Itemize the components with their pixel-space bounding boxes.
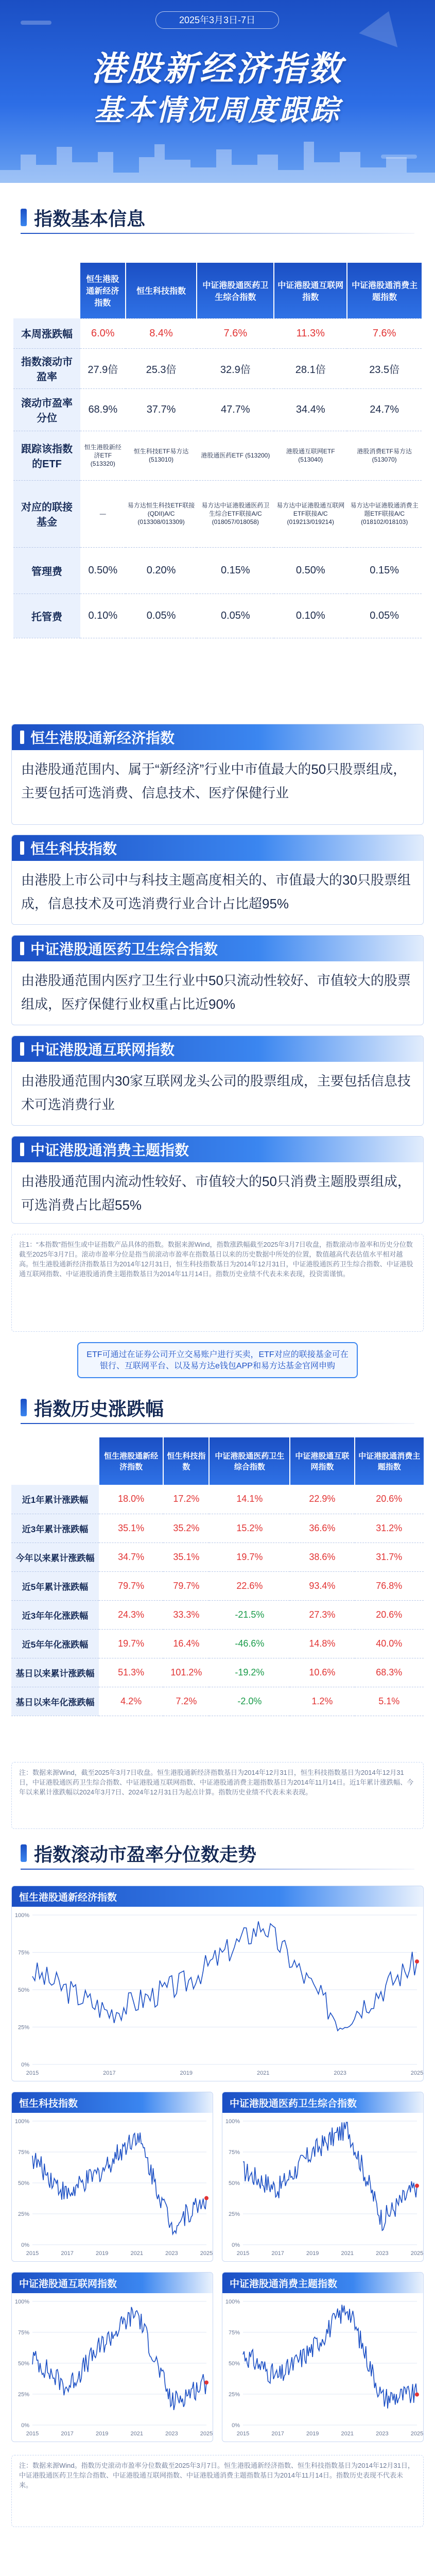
return-cell: 76.8%: [355, 1571, 424, 1600]
row-label: 近5年累计涨跌幅: [11, 1571, 99, 1600]
x-tick-label: 2015: [236, 2431, 250, 2437]
x-tick-label: 2025: [200, 2250, 213, 2257]
return-cell: 93.4%: [290, 1571, 354, 1600]
pe-percentile-cell: 37.7%: [126, 388, 197, 431]
pe-chart-svg: [222, 2113, 424, 2262]
section-title-text: 指数历史涨跌幅: [34, 1398, 164, 1419]
etf-cell: 港股通互联网ETF (513040): [274, 431, 347, 480]
return-cell: 20.6%: [355, 1485, 424, 1514]
section-underline: [21, 1423, 414, 1424]
chart-title: 中证港股通互联网指数: [12, 2273, 213, 2293]
x-tick-label: 2021: [256, 2070, 270, 2076]
x-tick-label: 2023: [376, 2431, 389, 2437]
return-cell: 31.2%: [355, 1514, 424, 1543]
return-cell: 68.3%: [355, 1658, 424, 1687]
card-title: 恒生科技指数: [30, 841, 117, 857]
return-cell: 34.7%: [99, 1543, 163, 1571]
latest-point: [204, 2196, 208, 2200]
index-card: [11, 935, 424, 1025]
return-cell: 22.9%: [290, 1485, 354, 1514]
linked-fund-cell: —: [80, 480, 126, 547]
y-tick-label: 100%: [225, 2299, 240, 2305]
return-cell: -21.5%: [209, 1600, 290, 1629]
pe-percentile-cell: 24.7%: [347, 388, 422, 431]
table-row: [13, 480, 422, 547]
basic-info-section: [0, 201, 435, 737]
x-tick-label: 2019: [306, 2431, 319, 2437]
table-row: [11, 1571, 424, 1600]
return-cell: 79.7%: [163, 1571, 209, 1600]
custody-fee-cell: 0.10%: [274, 594, 347, 638]
x-tick-label: 2023: [334, 2070, 346, 2076]
card-header: [12, 1036, 423, 1062]
x-tick-label: 2019: [306, 2250, 319, 2257]
return-cell: 31.7%: [355, 1543, 424, 1571]
basic-info-title: [0, 201, 435, 234]
table-row: [13, 594, 422, 638]
y-tick-label: 25%: [18, 2024, 29, 2031]
x-tick-label: 2015: [26, 2431, 39, 2437]
return-cell: 19.7%: [99, 1629, 163, 1658]
column-header: 中证港股通消费主题指数: [355, 1437, 424, 1485]
row-label: 跟踪该指数的ETF: [13, 431, 80, 480]
latest-point: [415, 2393, 419, 2397]
card-header: [12, 835, 423, 861]
pe-chart-svg: [12, 2113, 213, 2262]
card-header: [12, 936, 423, 961]
chart-title: 恒生科技指数: [12, 2092, 213, 2113]
card-marker-icon: [20, 1143, 24, 1156]
table-row: [13, 348, 422, 388]
return-cell: 20.6%: [355, 1600, 424, 1629]
x-tick-label: 2025: [410, 2431, 424, 2437]
x-tick-label: 2015: [26, 2070, 39, 2076]
y-tick-label: 75%: [18, 2330, 29, 2336]
basic-info-table: [13, 263, 422, 638]
y-tick-label: 25%: [18, 2211, 29, 2217]
row-label: 近3年累计涨跌幅: [11, 1514, 99, 1543]
y-tick-label: 50%: [18, 2180, 29, 2187]
x-tick-label: 2015: [236, 2250, 250, 2257]
etf-cell: 港股通医药ETF (513200): [197, 431, 274, 480]
table-row: [11, 1629, 424, 1658]
x-tick-label: 2025: [410, 2250, 424, 2257]
return-cell: 36.6%: [290, 1514, 354, 1543]
return-cell: 15.2%: [209, 1514, 290, 1543]
pe-chart-0: [11, 1886, 424, 2081]
latest-point: [415, 1959, 419, 1963]
return-cell: -46.6%: [209, 1629, 290, 1658]
x-tick-label: 2021: [341, 2431, 354, 2437]
y-tick-label: 25%: [18, 2392, 29, 2398]
row-label: 近3年年化涨跌幅: [11, 1600, 99, 1629]
y-tick-label: 0%: [21, 2242, 29, 2248]
row-label: 管理费: [13, 547, 80, 594]
date-range: 2025年3月3日-7日: [155, 11, 279, 29]
x-tick-label: 2017: [61, 2250, 74, 2257]
return-cell: 5.1%: [355, 1687, 424, 1716]
return-cell: 40.0%: [355, 1629, 424, 1658]
pe-cell: 25.3倍: [126, 348, 197, 388]
table-row: [11, 1543, 424, 1571]
y-tick-label: 50%: [228, 2361, 240, 2367]
weekly-return-cell: 11.3%: [274, 318, 347, 348]
x-tick-label: 2025: [200, 2431, 213, 2437]
column-header: 中证港股通互联网指数: [274, 263, 347, 318]
y-tick-label: 25%: [228, 2392, 240, 2398]
x-tick-label: 2019: [95, 2431, 109, 2437]
row-label: 托管费: [13, 594, 80, 638]
return-cell: 18.0%: [99, 1485, 163, 1514]
pe-cell: 28.1倍: [274, 348, 347, 388]
pe-chart-3: [11, 2272, 213, 2442]
latest-point: [204, 2380, 208, 2384]
chart-title: 中证港股通消费主题指数: [222, 2273, 423, 2293]
card-body: 由港股上市公司中与科技主题高度相关的、市值最大的30只股票组成，信息技术及可选消费行业合计占比超95%: [21, 872, 411, 911]
return-cell: 35.1%: [99, 1514, 163, 1543]
pe-chart-section: [0, 1837, 435, 1878]
x-tick-label: 2023: [165, 2431, 178, 2437]
management-fee-cell: 0.50%: [80, 547, 126, 594]
etf-cell: 港股消费ETF易方达 (513070): [347, 431, 422, 480]
column-header: 中证港股通消费主题指数: [347, 263, 422, 318]
return-cell: 22.6%: [209, 1571, 290, 1600]
y-tick-label: 50%: [18, 1987, 29, 1993]
card-header: [12, 1137, 423, 1162]
return-cell: 14.1%: [209, 1485, 290, 1514]
column-header: 恒生港股通新经济指数: [80, 263, 126, 318]
return-cell: 101.2%: [163, 1658, 209, 1687]
linked-fund-cell: 易方达中证港股通互联网ETF联接A/C (019213/019214): [274, 480, 347, 547]
section-marker-icon: [21, 209, 27, 226]
x-tick-label: 2019: [95, 2250, 109, 2257]
table-row: [13, 431, 422, 480]
custody-fee-cell: 0.10%: [80, 594, 126, 638]
x-tick-label: 2017: [271, 2431, 284, 2437]
x-tick-label: 2021: [130, 2250, 144, 2257]
pe-chart-svg: [12, 2293, 213, 2442]
row-label: 近5年年化涨跌幅: [11, 1629, 99, 1658]
y-tick-label: 75%: [228, 2330, 240, 2336]
management-fee-cell: 0.20%: [126, 547, 197, 594]
return-cell: 79.7%: [99, 1571, 163, 1600]
weekly-return-cell: 7.6%: [347, 318, 422, 348]
page-subtitle: 基本情况周度跟踪: [94, 94, 341, 126]
row-label: 近1年累计涨跌幅: [11, 1485, 99, 1514]
pe-cell: 27.9倍: [80, 348, 126, 388]
pe-chart-svg: [12, 1907, 424, 2081]
y-tick-label: 0%: [232, 2242, 240, 2248]
table-row: [13, 388, 422, 431]
index-card: [11, 1136, 424, 1224]
column-header: 中证港股通互联网指数: [290, 1437, 354, 1485]
index-card: [11, 1036, 424, 1126]
return-cell: 24.3%: [99, 1600, 163, 1629]
y-tick-label: 25%: [228, 2211, 240, 2217]
history-section: [0, 1391, 435, 1432]
management-fee-cell: 0.50%: [274, 547, 347, 594]
card-title: 中证港股通医药卫生综合指数: [30, 941, 218, 957]
y-tick-label: 75%: [18, 2149, 29, 2156]
y-tick-label: 75%: [18, 1950, 29, 1956]
card-body: 由港股通范围内、属于“新经济”行业中市值最大的50只股票组成，主要包括可选消费、信息技术、医疗保健行业: [21, 761, 407, 801]
return-cell: 4.2%: [99, 1687, 163, 1716]
y-tick-label: 50%: [228, 2180, 240, 2187]
pe-percentile-line: [32, 2307, 206, 2410]
table-row: [13, 547, 422, 594]
card-marker-icon: [20, 1042, 24, 1056]
custody-fee-cell: 0.05%: [197, 594, 274, 638]
x-tick-label: 2017: [103, 2070, 116, 2076]
column-header: 中证港股通医药卫生综合指数: [209, 1437, 290, 1485]
return-cell: 35.1%: [163, 1543, 209, 1571]
pe-percentile-cell: 34.4%: [274, 388, 347, 431]
table-row: [11, 1600, 424, 1629]
weekly-return-cell: 6.0%: [80, 318, 126, 348]
row-label: 对应的联接基金: [13, 480, 80, 547]
column-header: 中证港股通医药卫生综合指数: [197, 263, 274, 318]
table-row: [11, 1514, 424, 1543]
pe-chart-title: [0, 1837, 435, 1870]
etf-cell: 恒生港股新经济ETF (513320): [80, 431, 126, 480]
history-return-table: [11, 1437, 424, 1716]
row-label: 基日以来累计涨跌幅: [11, 1658, 99, 1687]
page-header: [0, 0, 435, 191]
pe-chart-svg: [222, 2293, 424, 2442]
x-tick-label: 2023: [165, 2250, 178, 2257]
pe-percentile-cell: 68.9%: [80, 388, 126, 431]
custody-fee-cell: 0.05%: [126, 594, 197, 638]
return-cell: 16.4%: [163, 1629, 209, 1658]
y-tick-label: 100%: [14, 2119, 29, 2125]
history-title: [0, 1391, 435, 1424]
pe-chart-4: [222, 2272, 424, 2442]
chart-title: 中证港股通医药卫生综合指数: [222, 2092, 423, 2113]
pe-chart-footnote: 注：数据来源Wind。指数历史滚动市盈率分位数截至2025年3月7日。恒生港股通新经济指数、恒生科技指数基日为2014年12月31日，中证港股通医药卫生综合指数、中证港股通互联网指数、中证港股通消费主题指数基日为2014年11月14日。指数历史表现不代表未来。: [11, 2455, 424, 2527]
return-cell: 17.2%: [163, 1485, 209, 1514]
card-body: 由港股通范围内医疗卫生行业中50只流动性较好、市值较大的股票组成，医疗保健行业权重占比近90%: [21, 973, 411, 1012]
table-row: [11, 1485, 424, 1514]
return-cell: -19.2%: [209, 1658, 290, 1687]
row-label: 本周涨跌幅: [13, 318, 80, 348]
x-tick-label: 2017: [61, 2431, 74, 2437]
row-label: 指数滚动市盈率: [13, 348, 80, 388]
x-tick-label: 2021: [130, 2431, 144, 2437]
column-header: 恒生科技指数: [126, 263, 197, 318]
decorative-bar: [21, 21, 51, 25]
x-tick-label: 2019: [180, 2070, 193, 2076]
history-footnote: 注：数据来源Wind，截至2025年3月7日收盘。恒生港股通新经济指数基日为2014年12月31日，恒生科技指数基日为2014年12月31日，中证港股通医药卫生综合指数、中证港股通互联网指数、中证港股通消费主题指数基日为2014年11月14日。近1年累计涨跌幅、今年以来累计涨跌幅以2024年3月7日、2024年12月31日为起点计算。指数历史业绩不代表未来表现。: [11, 1762, 424, 1829]
section-marker-icon: [21, 1399, 27, 1416]
y-tick-label: 100%: [14, 2299, 29, 2305]
row-label: 基日以来年化涨跌幅: [11, 1687, 99, 1716]
pe-chart-2: [222, 2092, 424, 2262]
pe-percentile-line: [32, 2132, 206, 2234]
card-header: [12, 724, 423, 750]
section-underline: [21, 1869, 414, 1870]
pe-percentile-line: [243, 2305, 417, 2409]
return-cell: 27.3%: [290, 1600, 354, 1629]
y-tick-label: 0%: [21, 2422, 29, 2429]
section-marker-icon: [21, 1844, 27, 1862]
custody-fee-cell: 0.05%: [347, 594, 422, 638]
management-fee-cell: 0.15%: [197, 547, 274, 594]
section-title-text: 指数基本信息: [34, 208, 146, 229]
x-tick-label: 2021: [341, 2250, 354, 2257]
card-title: 中证港股通消费主题指数: [30, 1142, 189, 1158]
y-tick-label: 100%: [14, 1912, 29, 1919]
index-card: [11, 835, 424, 925]
pe-chart-1: [11, 2092, 213, 2262]
card-title: 中证港股通互联网指数: [30, 1042, 175, 1058]
table-row: [13, 318, 422, 348]
pe-percentile-line: [243, 2122, 417, 2230]
return-cell: 14.8%: [290, 1629, 354, 1658]
management-fee-cell: 0.15%: [347, 547, 422, 594]
column-header: 恒生港股通新经济指数: [99, 1437, 163, 1485]
x-tick-label: 2015: [26, 2250, 39, 2257]
linked-fund-cell: 易方达中证港股通医药卫生综合ETF联接A/C (018057/018058): [197, 480, 274, 547]
row-label: 滚动市盈率分位: [13, 388, 80, 431]
return-cell: 33.3%: [163, 1600, 209, 1629]
return-cell: 1.2%: [290, 1687, 354, 1716]
table-corner: [11, 1437, 99, 1485]
return-cell: 10.6%: [290, 1658, 354, 1687]
y-tick-label: 0%: [232, 2422, 240, 2429]
pe-cell: 32.9倍: [197, 348, 274, 388]
return-cell: -2.0%: [209, 1687, 290, 1716]
return-cell: 51.3%: [99, 1658, 163, 1687]
etf-cell: 恒生科技ETF易方达 (513010): [126, 431, 197, 480]
section-title-text: 指数滚动市盈率分位数走势: [34, 1843, 257, 1865]
y-tick-label: 50%: [18, 2361, 29, 2367]
return-cell: 7.2%: [163, 1687, 209, 1716]
page-title: 港股新经济指数: [91, 49, 344, 88]
chart-title: 恒生港股通新经济指数: [12, 1886, 423, 1907]
purchase-callout: ETF可通过在证券公司开立交易账户进行买卖，ETF对应的联接基金可在银行、互联网平台、以及易方达e钱包APP和易方达基金官网申购: [77, 1342, 358, 1378]
pe-percentile-cell: 47.7%: [197, 388, 274, 431]
y-tick-label: 0%: [21, 2062, 29, 2068]
card-marker-icon: [20, 942, 24, 955]
table-corner: [13, 263, 80, 318]
weekly-return-cell: 8.4%: [126, 318, 197, 348]
x-tick-label: 2023: [376, 2250, 389, 2257]
column-header: 恒生科技指数: [163, 1437, 209, 1485]
card-body: 由港股通范围内30家互联网龙头公司的股票组成，主要包括信息技术可选消费行业: [21, 1073, 411, 1112]
weekly-return-cell: 7.6%: [197, 318, 274, 348]
y-tick-label: 75%: [228, 2149, 240, 2156]
footnote: 注1：“本指数”指恒生或中证指数产品具体的指数。数据来源Wind，指数涨跌幅截至2025年3月7日收盘，指数滚动市盈率和历史分位数截至2025年3月7日。滚动市盈率分位是指当前滚动市盈率在指数基日以来的历史数据中所处的位置，数值越高代表估值水平相对越高。恒生港股通新经济指数基日为2014年12月31日，恒生科技指数基日为2014年12月31日，中证港股通医药卫生综合指数、中证港股通互联网指数、中证港股通消费主题指数基日为2014年11月14日。指数历史业绩不代表未来表现，投资需谨慎。: [11, 1234, 424, 1332]
return-cell: 19.7%: [209, 1543, 290, 1571]
card-title: 恒生港股通新经济指数: [30, 730, 175, 746]
card-body: 由港股通范围内流动性较好、市值较大的50只消费主题股票组成，可选消费占比超55%: [21, 1174, 411, 1213]
card-marker-icon: [20, 841, 24, 855]
x-tick-label: 2025: [410, 2070, 424, 2076]
linked-fund-cell: 易方达恒生科技ETF联接(QDII)A/C (013308/013309): [126, 480, 197, 547]
pe-percentile-line: [32, 1921, 417, 2030]
y-tick-label: 100%: [225, 2119, 240, 2125]
return-cell: 35.2%: [163, 1514, 209, 1543]
latest-point: [415, 2184, 419, 2188]
x-tick-label: 2017: [271, 2250, 284, 2257]
table-row: [11, 1687, 424, 1716]
pe-cell: 23.5倍: [347, 348, 422, 388]
card-marker-icon: [20, 731, 24, 744]
skyline-illustration: [0, 134, 435, 191]
section-underline: [21, 233, 414, 234]
row-label: 今年以来累计涨跌幅: [11, 1543, 99, 1571]
index-card: [11, 724, 424, 825]
return-cell: 38.6%: [290, 1543, 354, 1571]
linked-fund-cell: 易方达中证港股通消费主题ETF联接A/C (018102/018103): [347, 480, 422, 547]
table-row: [11, 1658, 424, 1687]
